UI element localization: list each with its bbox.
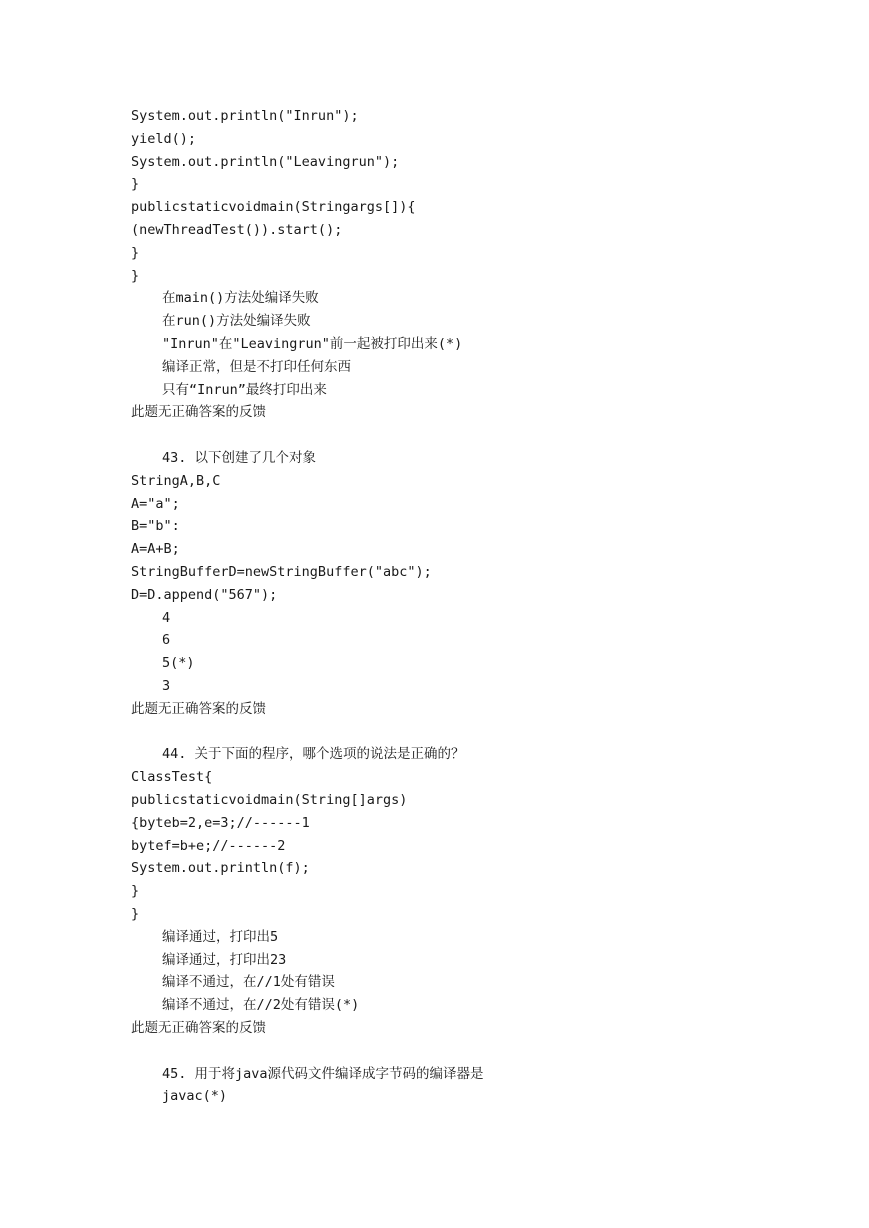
text-line: javac(*) [162, 1088, 228, 1105]
text-line: 编译通过，打印出5 [162, 928, 279, 945]
text-line: } [131, 883, 140, 900]
text-line: 在main()方法处编译失败 [162, 290, 319, 307]
text-line: 编译正常，但是不打印任何东西 [162, 358, 351, 375]
text-line: A="a"; [131, 495, 180, 512]
text-line: A=A+B; [131, 541, 180, 558]
text-line: System.out.println("Inrun"); [131, 108, 359, 124]
text-line: publicstaticvoidmain(Stringargs[]){ [131, 199, 416, 216]
text-line: ClassTest{ [131, 769, 213, 786]
text-line: 4 [162, 609, 171, 626]
text-line: } [131, 244, 140, 261]
text-line: publicstaticvoidmain(String[]args) [131, 792, 408, 808]
text-line: StringBufferD=newStringBuffer("abc"); [131, 564, 432, 580]
text-line: D=D.append("567"); [131, 586, 278, 603]
text-line: bytef=b+e;//------2 [131, 837, 286, 854]
text-line: {byteb=2,e=3;//------1 [131, 814, 310, 831]
text-line: 6 [162, 632, 171, 649]
text-line: System.out.println(f); [131, 860, 310, 877]
text-line: 45. 用于将java源代码文件编译成字节码的编译器是 [162, 1065, 484, 1082]
text-line: 3 [162, 678, 171, 694]
text-line: 在run()方法处编译失败 [162, 313, 311, 330]
text-line: yield(); [131, 130, 197, 147]
text-line: 编译不通过，在//1处有错误 [162, 974, 335, 991]
text-line: 43. 以下创建了几个对象 [162, 450, 317, 466]
text-line: 44. 关于下面的程序，哪个选项的说法是正确的？ [162, 746, 465, 763]
text-line: StringA,B,C [131, 472, 221, 489]
text-line: 5(*) [162, 655, 195, 672]
text-line: System.out.println("Leavingrun"); [131, 153, 400, 170]
text-line: 编译通过，打印出23 [162, 951, 287, 968]
text-line: } [131, 267, 140, 284]
text-line: B="b": [131, 518, 180, 535]
text-line: 只有“Inrun”最终打印出来 [162, 381, 327, 398]
text-line: } [131, 176, 140, 193]
text-line: (newThreadTest()).start(); [131, 222, 343, 238]
text-line: 此题无正确答案的反馈 [131, 700, 266, 717]
text-line: } [131, 906, 140, 922]
text-line: 编译不通过，在//2处有错误(*) [162, 997, 360, 1014]
text-line: 此题无正确答案的反馈 [131, 404, 266, 421]
text-line: 此题无正确答案的反馈 [131, 1020, 266, 1036]
text-line: "Inrun"在"Leavingrun"前一起被打印出来(*) [162, 336, 463, 352]
